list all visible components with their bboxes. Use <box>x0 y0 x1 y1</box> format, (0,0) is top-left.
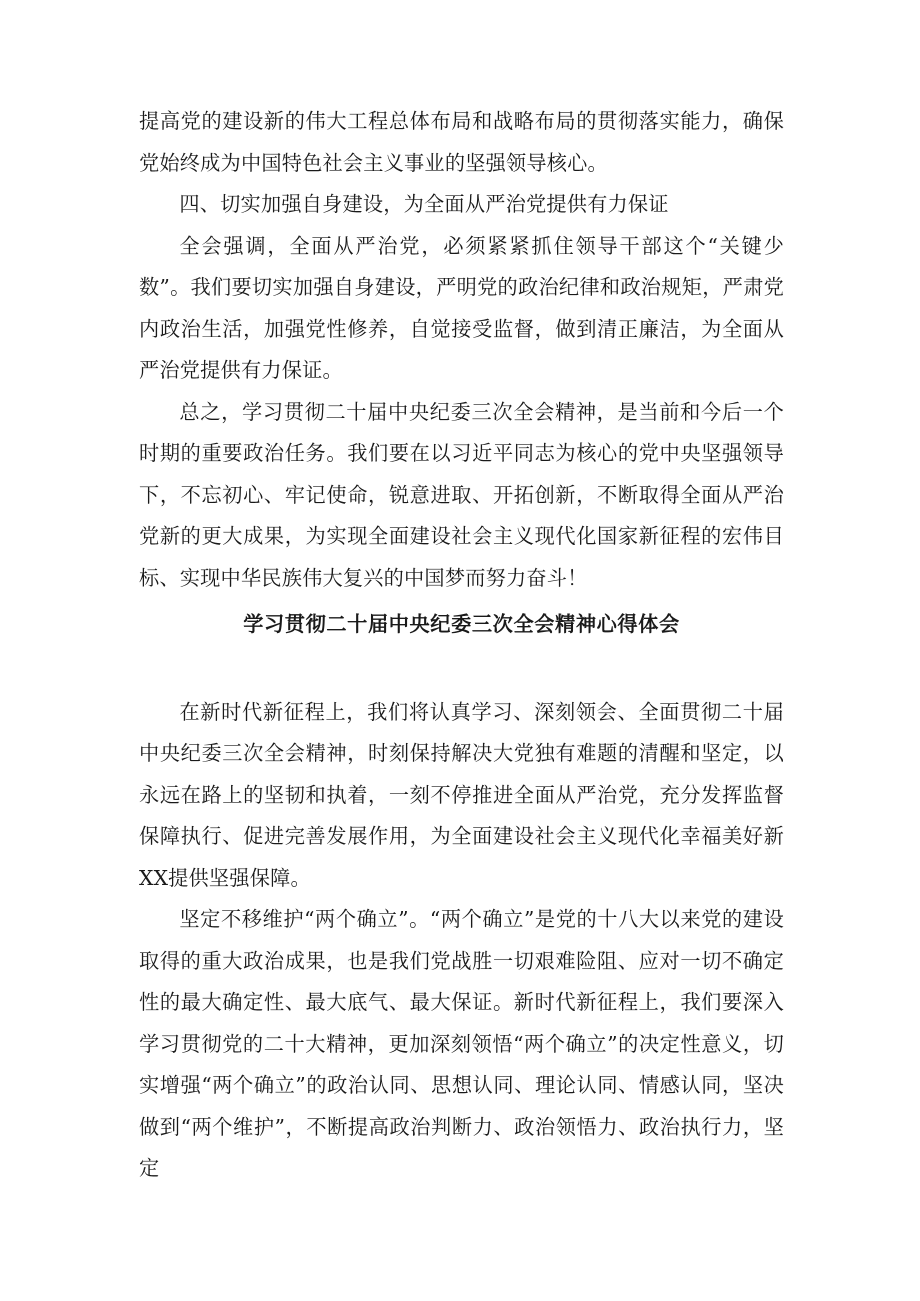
title-spacer <box>139 646 784 692</box>
continued-paragraph: 提高党的建设新的伟大工程总体布局和战略布局的贯彻落实能力，确保党始终成为中国特色社会主义事业的坚强领导核心。 <box>139 109 784 175</box>
section-heading-four: 四、切实加强自身建设，为全面从严治党提供有力保证 <box>179 192 669 216</box>
paragraph-four: 全会强调，全面从严治党，必须紧紧抓住领导干部这个“关键少数”。我们要切实加强自身建设，严明党的政治纪律和政治规矩，严肃党内政治生活，加强党性修养，自觉接受监督，做到清正廉洁，为全面从严治党提供有力保证。 <box>139 233 784 382</box>
conclusion-paragraph: 总之，学习贯彻二十届中央纪委三次全会精神，是当前和今后一个时期的重要政治任务。我们要在以习近平同志为核心的党中央坚强领导下，不忘初心、牢记使命，锐意进取、开拓创新，不断取得全面从严治党新的更大成果，为实现全面建设社会主义现代化国家新征程的宏伟目标、实现中华民族伟大复兴的中国梦而努力奋斗！ <box>139 399 784 590</box>
document-body <box>139 101 784 1190</box>
point-one-paragraph: 坚定不移维护“两个确立”。“两个确立”是党的十八大以来党的建设取得的重大政治成果，也是我们党战胜一切艰难险阻、应对一切不确定性的最大确定性、最大底气、最大保证。新时代新征程上，我们要深入学习贯彻党的二十大精神，更加深刻领悟“两个确立”的决定性意义，切实增强“两个确立”的政治认同、思想认同、理论认同、情感认同，坚决做到“两个维护”，不断提高政治判断力、政治领悟力、政治执行力，坚定 <box>139 907 784 1180</box>
intro-paragraph: 在新时代新征程上，我们将认真学习、深刻领会、全面贯彻二十届中央纪委三次全会精神，时刻保持解决大党独有难题的清醒和坚定，以永远在路上的坚韧和执着，一刻不停推进全面从严治党，充分发挥监督保障执行、促进完善发展作用，为全面建设社会主义现代化幸福美好新XX提供坚强保障。 <box>139 699 784 890</box>
article-title: 学习贯彻二十届中央纪委三次全会精神心得体会 <box>243 612 680 636</box>
